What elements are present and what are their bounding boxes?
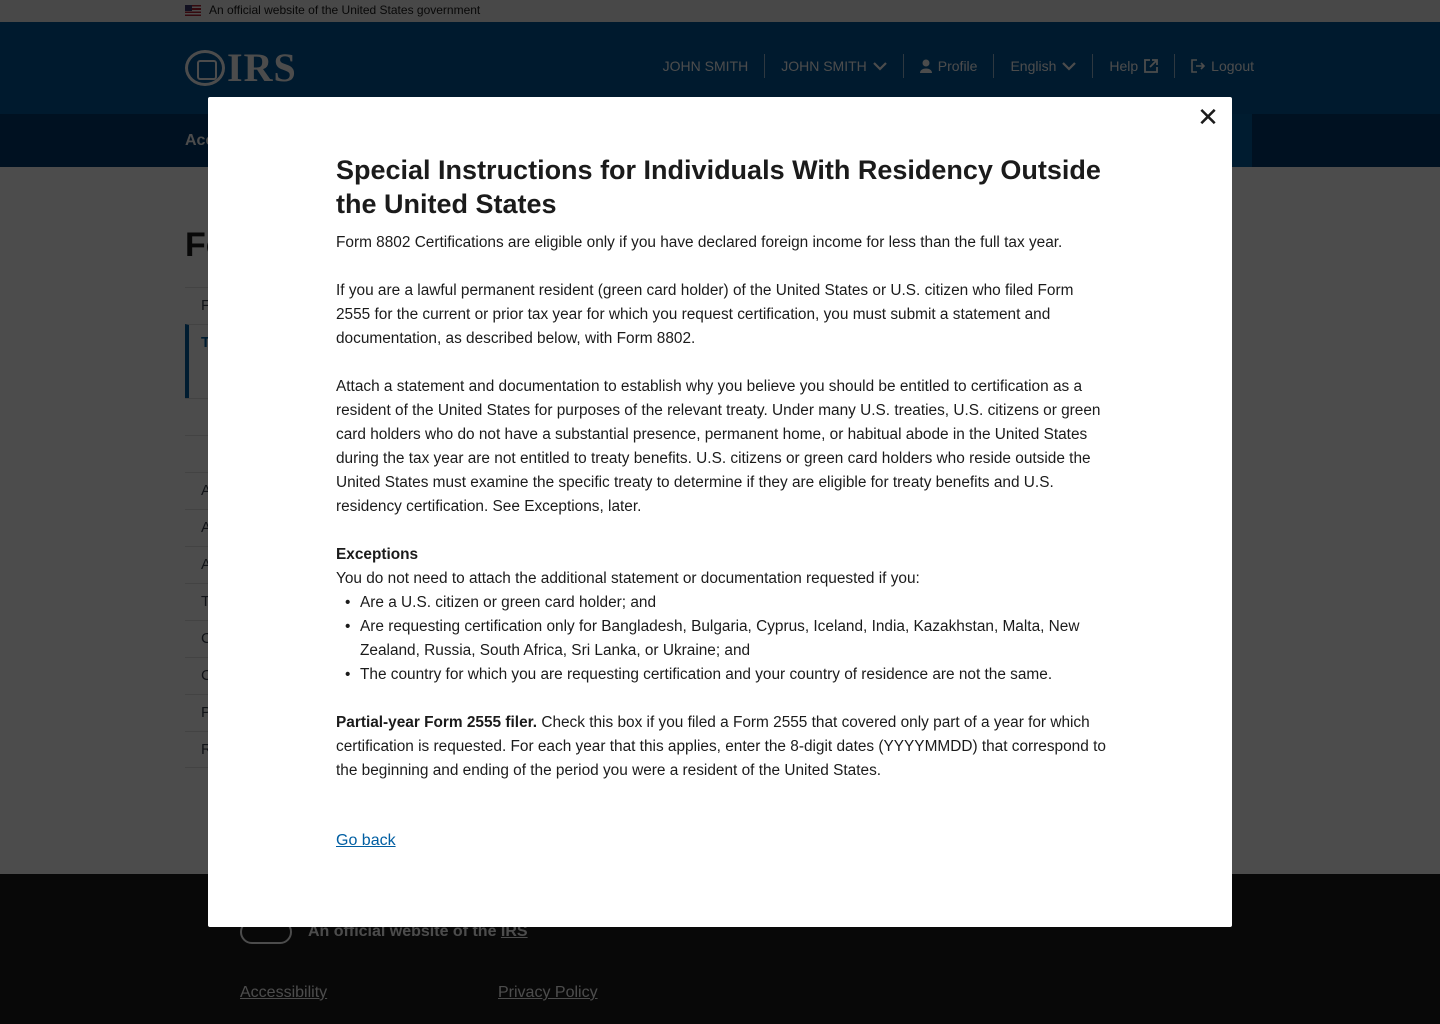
exceptions-heading-text: Exceptions bbox=[336, 546, 419, 563]
modal-title: Special Instructions for Individuals With Residency Outside the United States bbox=[336, 155, 1101, 219]
partial-year-text: Check this box if you filed a Form 2555 that covered only part of a year for which certification is requested. For each year that this applies, enter the 8-digit dates (YYYYMMDD) that correspond to the beginning and ending of the period you were a resident of the United States. bbox=[336, 714, 1106, 779]
go-back-link[interactable]: Go back bbox=[336, 832, 396, 849]
close-icon[interactable]: ✕ bbox=[1197, 102, 1219, 132]
list-item: • Are a U.S. citizen or green card holder; and bbox=[336, 591, 1108, 615]
modal-body bbox=[336, 153, 1108, 807]
partial-year-label: Partial-year Form 2555 filer. bbox=[336, 714, 538, 731]
exceptions-heading bbox=[336, 543, 1108, 567]
modal-paragraph-green-card: If you are a lawful permanent resident (green card holder) of the United States or U.S. citizen who filed Form 2555 for the current or prior tax year for which you request certification, you must submit a statement and documentation, as described below, with Form 8802. bbox=[336, 282, 1074, 347]
exceptions-intro: You do not need to attach the additional statement or documentation requested if you: bbox=[336, 570, 920, 587]
exceptions-list bbox=[336, 591, 1108, 687]
modal-dialog bbox=[208, 97, 1232, 927]
modal-paragraph-statement: Attach a statement and documentation to establish why you believe you should be entitled to certification as a resident of the United States for purposes of the relevant treaty. Under many U.S. treaties, U.S. citizens or green card holders who do not have a substantial presence, permanent home, or habitual abode in the United States during the tax year are not entitled to treaty benefits. U.S. citizens or green card holders who reside outside the United States must examine the specific treaty to determine if they are eligible for treaty benefits and U.S. residency certification. See Exceptions, later. bbox=[336, 378, 1101, 515]
list-item: • The country for which you are requesting certification and your country of residence are not the same. bbox=[336, 663, 1108, 687]
modal-paragraph-eligibility: Form 8802 Certifications are eligible only if you have declared foreign income for less than the full tax year. bbox=[336, 234, 1063, 251]
modal-paragraph-partial-year bbox=[336, 711, 1108, 783]
list-item: • Are requesting certification only for Bangladesh, Bulgaria, Cyprus, Iceland, India, Kazakhstan, Malta, New Zealand, Russia, South Africa, Sri Lanka, or Ukraine; and bbox=[336, 615, 1108, 663]
